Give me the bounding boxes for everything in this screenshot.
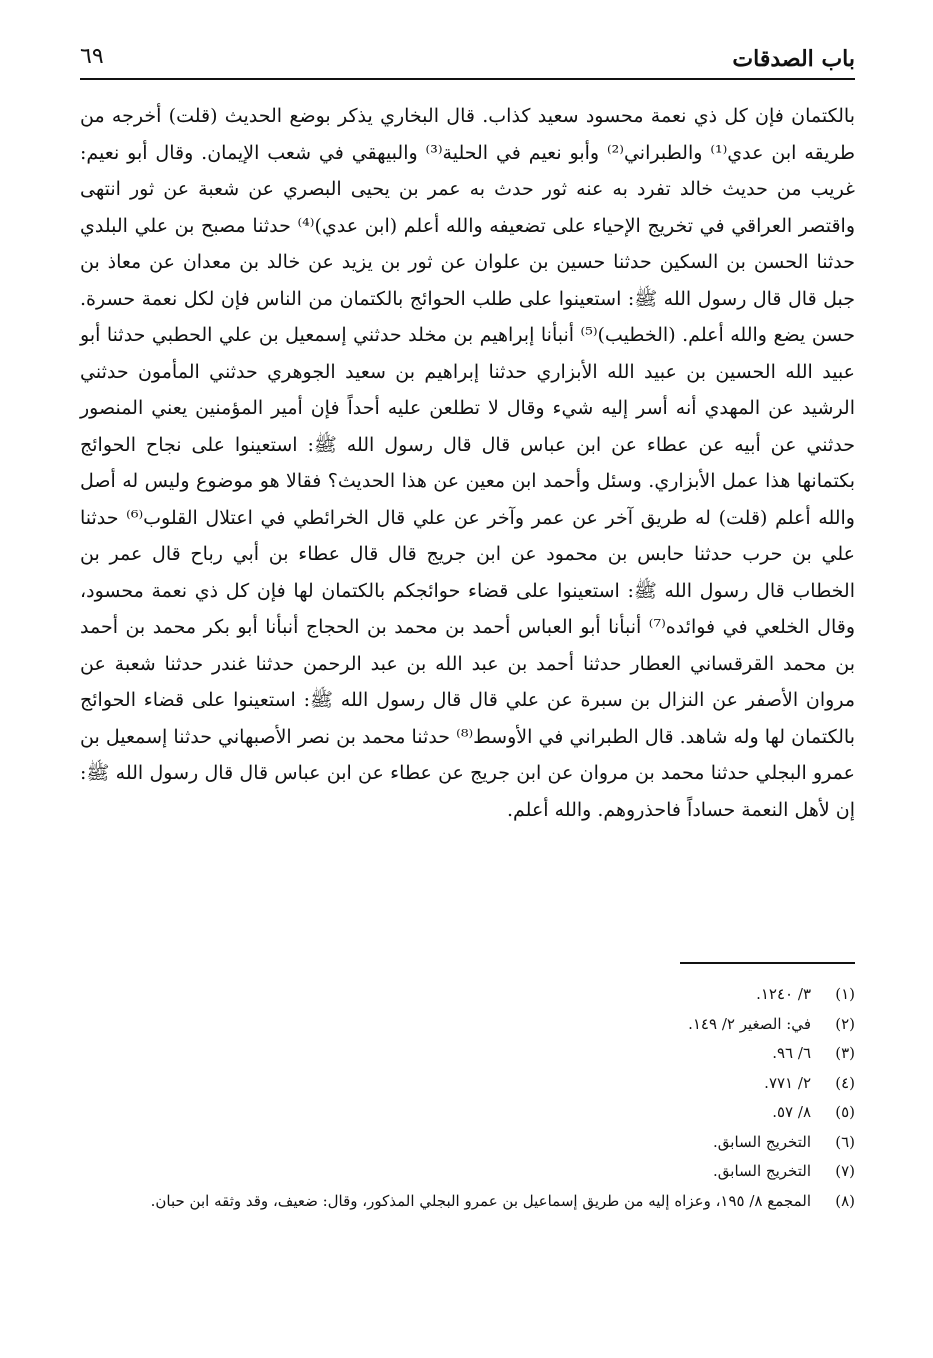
footnote-number: (٨) [835, 1191, 855, 1210]
footnote-text: المجمع ٨/ ١٩٥، وعزاه إليه من طريق إسماعيل بن عمرو البجلي المذكور، وقال: ضعيف، وقد وثقه ابن حبان. [150, 1191, 811, 1210]
footnote-text: في: الصغير ٢/ ١٤٩. [688, 1014, 811, 1033]
footnote-text: التخريج السابق. [713, 1162, 811, 1180]
footnote-5 [80, 1098, 855, 1128]
footnote-1 [80, 980, 855, 1010]
footnote-3 [80, 1039, 855, 1069]
footnote-number: (٢) [835, 1014, 855, 1033]
footnote-6 [80, 1128, 855, 1158]
footnote-number: (١) [835, 985, 855, 1003]
footnote-text: ٦/ ٩٦. [772, 1044, 811, 1062]
footnote-text: ٣/ ١٢٤٠. [756, 985, 811, 1003]
footnote-8 [80, 1187, 855, 1217]
footnote-7 [80, 1157, 855, 1187]
main-paragraph: بالكتمان فإن كل ذي نعمة محسود سعيد كذاب. قال البخاري يذكر بوضع الحديث (قلت) أخرجه من طريقه ابن عدي⁽¹⁾ والطبراني⁽²⁾ وأبو نعيم في الحلية⁽³⁾ والبيهقي في شعب الإيمان. وقال أبو نعيم: غريب من حديث خالد تفرد به عنه ثور حدث به عمر بن يحيى البصري عن شعبة عن ثور انتهى واقتصر العراقي في تخريج الإحياء على تضعيفه والله أعلم (ابن عدي)⁽⁴⁾ حدثنا مصبح بن علي البلدي حدثنا الحسن بن السكين حدثنا حسين بن علوان عن ثور بن يزيد عن خالد بن معدان عن معاذ بن جبل قال قال رسول الله ﷺ: استعينوا على طلب الحوائج بالكتمان من الناس فإن لكل نعمة حسرة. حسن يضع والله أعلم. (الخطيب)⁽⁵⁾ أنبأنا إبراهيم بن مخلد حدثني إسمعيل بن علي الحطبي حدثنا أبو عبيد الله الحسين بن عبيد الله الأبزاري حدثنا إبراهيم بن سعيد الجوهري حدثني المأمون حدثني الرشيد عن المهدي أنه أسر إليه شيء وقال لا تطلعن عليه أحداً فإن أمير المؤمنين يعني المنصور حدثني عن أبيه عن عطاء عن ابن عباس قال قال رسول الله ﷺ: استعينوا على نجاح الحوائج بكتمانها هذا عمل الأبزاري. وسئل وأحمد ابن معين عن هذا الحديث؟ فقالا هو موضوع وليس له أصل والله أعلم (قلت) له طريق آخر عن عمر وآخر عن علي قال الخرائطي في اعتلال القلوب⁽⁶⁾ حدثنا علي بن حرب حدثنا حابس بن محمود عن ابن جريج قال قال عطاء بن أبي رباح قال عمر بن الخطاب قال رسول الله ﷺ: استعينوا على قضاء حوائجكم بالكتمان لها فإن كل ذي نعمة محسود، وقال الخلعي في فوائده⁽⁷⁾ أنبأنا أبو العباس أحمد بن محمد بن الحجاج أنبأنا أبو بكر محمد بن أحمد بن محمد القرقساني العطار حدثنا أحمد بن عبد الله بن عبد الرحمن حدثنا غندر حدثنا شعبة عن مروان الأصفر عن النزال بن سبرة عن علي قال قال رسول الله ﷺ: استعينوا على قضاء الحوائج بالكتمان لها وله شاهد. قال الطبراني في الأوسط⁽⁸⁾ حدثنا محمد بن نصر الأصبهاني حدثنا إسمعيل بن عمرو البجلي حدثنا محمد بن مروان عن ابن جريج عن عطاء عن ابن عباس قال قال رسول الله ﷺ: إن لأهل النعمة حساداً فاحذروهم. والله أعلم. [80, 105, 856, 821]
footnote-text: التخريج السابق. [713, 1132, 811, 1151]
footnote-text: ٨/ ٥٧. [772, 1103, 811, 1121]
footnote-divider [680, 962, 855, 964]
footnote-number: (٧) [835, 1162, 855, 1180]
footnote-number: (٣) [835, 1044, 855, 1062]
footnote-2 [80, 1010, 855, 1040]
footnote-4 [80, 1069, 855, 1099]
footnote-number: (٦) [835, 1132, 855, 1151]
page-header [80, 40, 855, 80]
footnote-number: (٤) [835, 1073, 855, 1092]
footnotes [80, 980, 855, 1216]
main-text [80, 98, 855, 828]
section-title: باب الصدقات [732, 46, 855, 72]
page-number: ٦٩ [80, 44, 104, 69]
footnote-number: (٥) [835, 1103, 855, 1121]
footnote-text: ٢/ ٧٧١. [764, 1073, 811, 1092]
